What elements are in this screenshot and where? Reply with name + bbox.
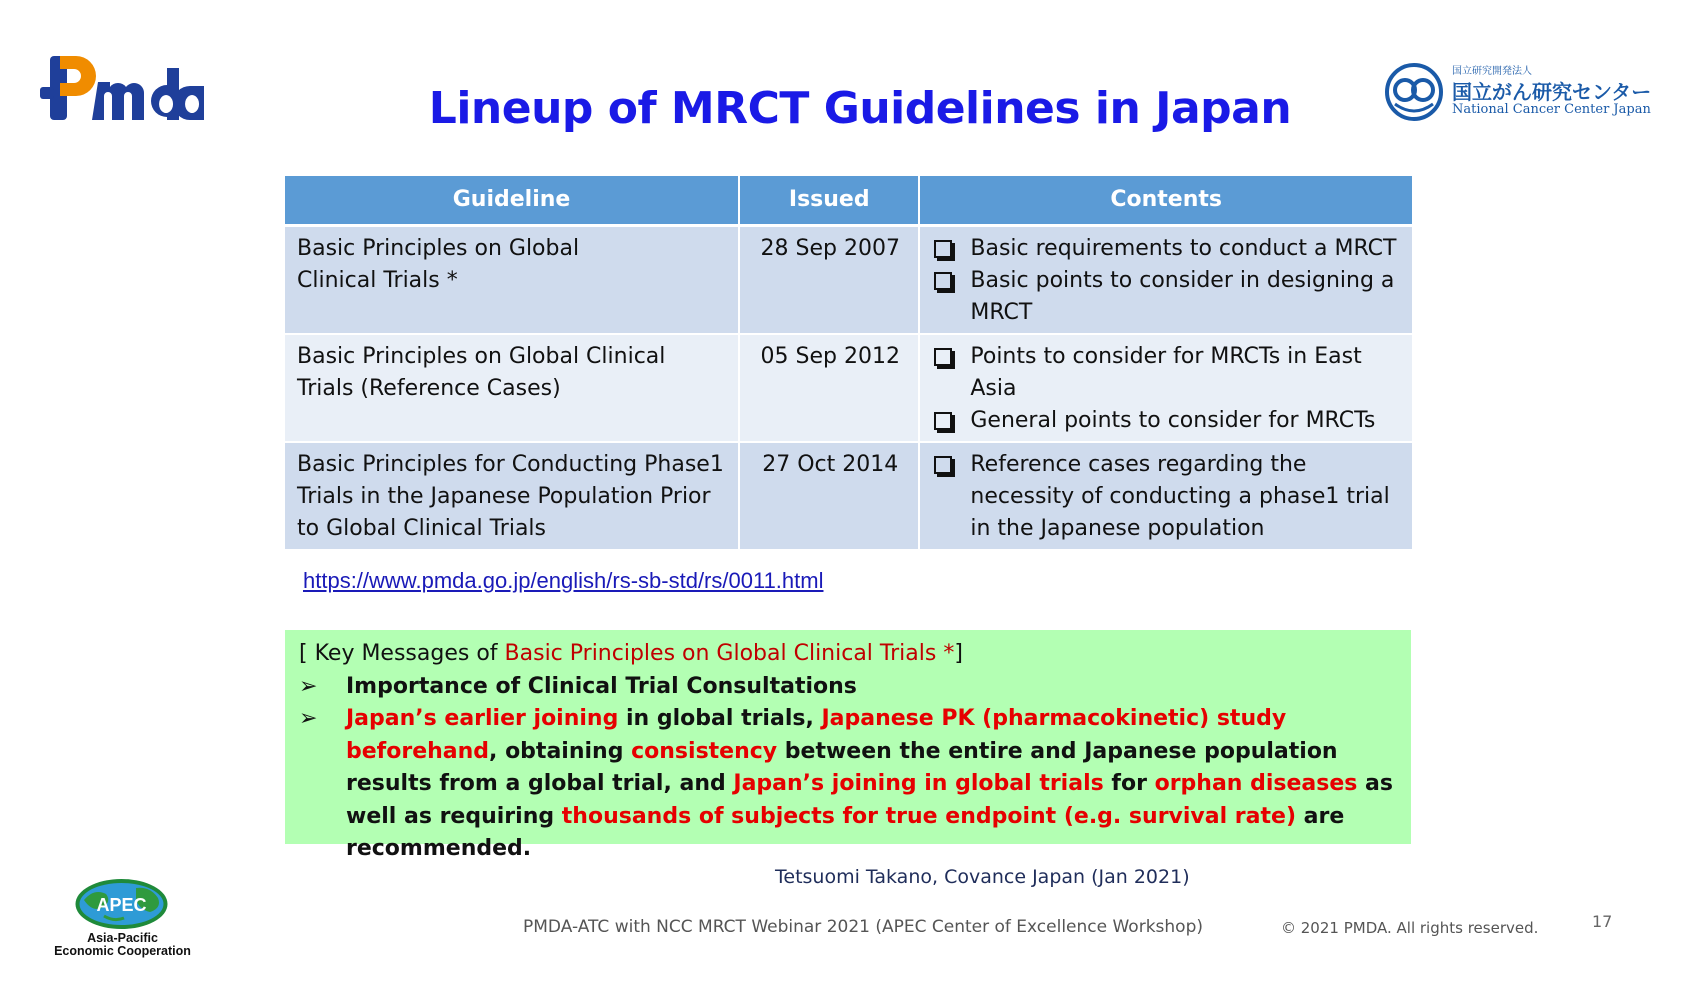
ncc-name-japanese: 国立がん研究センター bbox=[1452, 80, 1652, 104]
apec-caption bbox=[50, 932, 195, 958]
checkbox-bullet-icon bbox=[934, 348, 952, 366]
key-messages-heading bbox=[299, 638, 1397, 671]
list-item bbox=[932, 265, 1402, 329]
highlight-text: consistency bbox=[631, 738, 778, 764]
heading-highlight: Basic Principles on Global Clinical Trials * bbox=[504, 641, 955, 666]
list-item-text: General points to consider for MRCTs bbox=[970, 408, 1376, 433]
highlight-text: Japanese PK (pharmacokinetic) study beforehand bbox=[346, 706, 1287, 764]
highlight-text: Japan’s joining in global trials bbox=[733, 771, 1104, 796]
checkbox-bullet-icon bbox=[934, 240, 952, 258]
list-item bbox=[299, 703, 1397, 866]
reference-link[interactable]: https://www.pmda.go.jp/english/rs-sb-std/rs/0011.html bbox=[303, 568, 824, 593]
issued-date: 27 Oct 2014 bbox=[739, 442, 919, 550]
list-item-text: Basic points to consider in designing a MRCT bbox=[970, 268, 1395, 325]
table-row bbox=[285, 226, 1412, 335]
contents-cell bbox=[919, 334, 1412, 442]
contents-list bbox=[932, 449, 1402, 545]
page-number: 17 bbox=[1592, 912, 1613, 931]
contents-list bbox=[932, 341, 1402, 437]
guideline-cell: Basic Principles on Global Clinical Trials (Reference Cases) bbox=[285, 334, 739, 442]
heading-text: [ Key Messages of bbox=[299, 641, 505, 666]
key-messages-box bbox=[285, 630, 1411, 861]
key-message-text: Importance of Clinical Trial Consultations bbox=[346, 673, 857, 699]
guideline-name-line2: Clinical Trials * bbox=[297, 268, 458, 293]
highlight-text: orphan diseases bbox=[1154, 771, 1358, 796]
table-header-row bbox=[285, 176, 1412, 226]
slide-title: Lineup of MRCT Guidelines in Japan bbox=[428, 83, 1292, 134]
list-item bbox=[932, 341, 1402, 405]
ncc-name-english: National Cancer Center Japan bbox=[1452, 102, 1651, 117]
issued-date: 28 Sep 2007 bbox=[739, 226, 919, 335]
apec-logo bbox=[50, 878, 195, 963]
footer-event: PMDA-ATC with NCC MRCT Webinar 2021 (APEC Center of Excellence Workshop) bbox=[523, 917, 1203, 937]
guideline-name-line1: Basic Principles on Global bbox=[297, 236, 580, 261]
highlight-text: thousands of subjects for true endpoint (e.g. survival rate) bbox=[561, 803, 1296, 829]
highlight-text: Japan’s earlier joining bbox=[346, 706, 619, 731]
key-messages-list bbox=[299, 671, 1397, 866]
list-item bbox=[932, 449, 1402, 545]
checkbox-bullet-icon bbox=[934, 272, 952, 290]
guideline-cell bbox=[285, 226, 739, 335]
footer-copyright: © 2021 PMDA. All rights reserved. bbox=[1281, 919, 1539, 937]
list-item bbox=[932, 233, 1402, 265]
arrow-bullet-icon: ➢ bbox=[299, 706, 318, 731]
guidelines-table bbox=[285, 176, 1412, 551]
list-item-text: Reference cases regarding the necessity of conducting a phase1 trial in the Japanese population bbox=[970, 452, 1390, 541]
heading-text-close: ] bbox=[954, 641, 963, 666]
list-item-text: Basic requirements to conduct a MRCT bbox=[970, 236, 1397, 261]
table-row bbox=[285, 442, 1412, 550]
key-message-text: between the entire and Japanese population results from a global trial, and bbox=[346, 738, 1338, 796]
key-message-text: for bbox=[1103, 771, 1155, 796]
ncc-org-type: 国立研究開発法人 bbox=[1452, 66, 1532, 77]
apec-caption-line1: Asia-Pacific bbox=[87, 931, 158, 945]
checkbox-bullet-icon bbox=[934, 412, 952, 430]
issued-date: 05 Sep 2012 bbox=[739, 334, 919, 442]
list-item bbox=[932, 405, 1402, 437]
apec-caption-line2: Economic Cooperation bbox=[54, 944, 191, 958]
table-row bbox=[285, 334, 1412, 442]
key-message-text: as well as requiring bbox=[346, 771, 1393, 829]
key-message-text: are recommended. bbox=[346, 803, 1345, 861]
arrow-bullet-icon: ➢ bbox=[299, 673, 318, 699]
contents-cell bbox=[919, 226, 1412, 335]
guideline-cell: Basic Principles for Conducting Phase1 Trials in the Japanese Population Prior to Global Clinical Trials bbox=[285, 442, 739, 550]
apec-globe-icon bbox=[74, 878, 169, 930]
header-guideline: Guideline bbox=[285, 176, 739, 226]
key-message-text: , obtaining bbox=[489, 738, 632, 764]
checkbox-bullet-icon bbox=[934, 456, 952, 474]
author-credit: Tetsuomi Takano, Covance Japan (Jan 2021) bbox=[775, 866, 1190, 888]
apec-logo-text: APEC bbox=[96, 895, 147, 915]
list-item bbox=[299, 671, 1397, 704]
header-issued: Issued bbox=[739, 176, 919, 226]
list-item-text: Points to consider for MRCTs in East Asia bbox=[970, 344, 1362, 401]
key-message-text: in global trials, bbox=[618, 706, 822, 731]
contents-list bbox=[932, 233, 1402, 329]
header-contents: Contents bbox=[919, 176, 1412, 226]
contents-cell bbox=[919, 442, 1412, 550]
